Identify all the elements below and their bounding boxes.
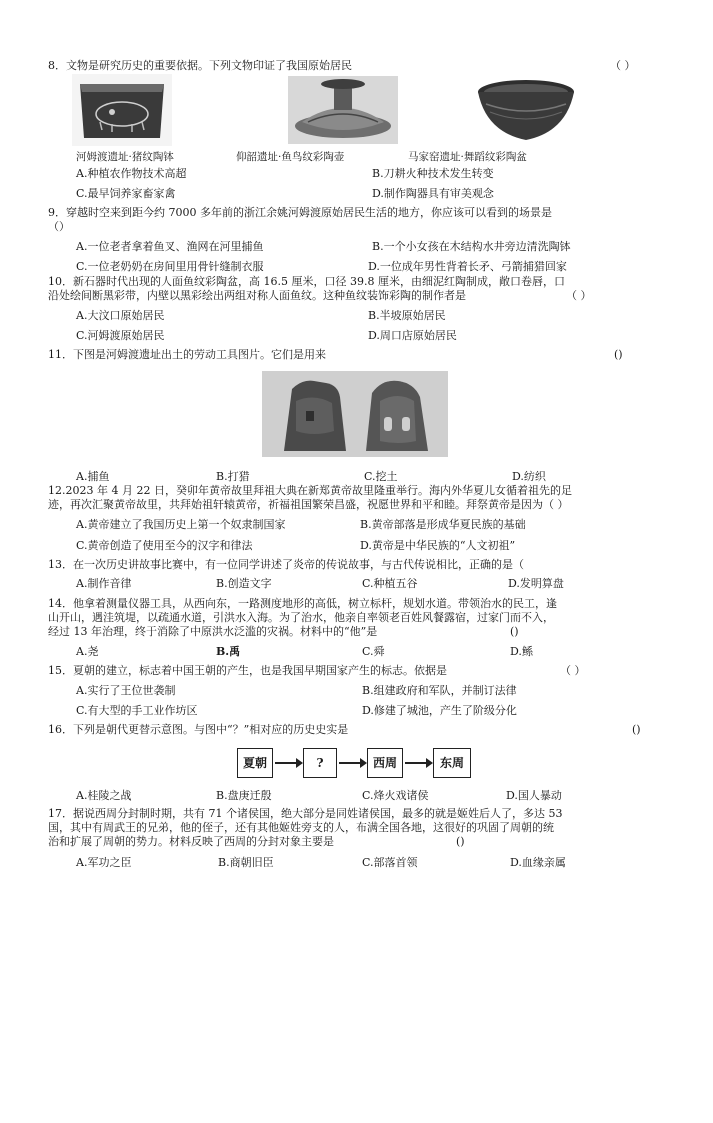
q17-option-c: C.部落首领 — [362, 856, 418, 869]
q15-option-c: C.有大型的手工业作坊区 — [76, 704, 198, 717]
q11-photo-bone-spades — [262, 371, 448, 457]
q16-option-c: C.烽火戏诸侯 — [362, 789, 429, 802]
q16-option-d: D.国人暴动 — [506, 789, 562, 802]
q8-caption-2: 仰韶遗址·鱼鸟纹彩陶壶 — [236, 151, 345, 163]
q12-stem-line-2: 迹，再次汇聚黄帝故里，共拜始祖轩辕黄帝，祈福祖国繁荣昌盛，祝愿世界和平和睦。拜祭黄帝是因为（ ） — [48, 498, 569, 511]
q9-option-d: D.一位成年男性背着长矛、弓箭捕猎回家 — [368, 260, 567, 273]
q17-stem-line-3: 治和扩展了周朝的势力。材料反映了西周的分封对象主要是 — [48, 835, 334, 848]
q11-stem: 11．下图是河姆渡遗址出土的劳动工具图片。它们是用来 — [48, 348, 326, 361]
q17-stem-line-2: 国，其中有周武王的兄弟，他的侄子，还有其他姬姓旁支的人，布满全国各地，这很好的巩固了周朝的统 — [48, 821, 554, 834]
flow-arrow-2 — [339, 762, 365, 764]
q9-answer-paren: （） — [48, 220, 70, 233]
flow-box-unknown: ? — [303, 748, 337, 778]
q12-option-d: D.黄帝是中华民族的“人文初祖” — [360, 539, 516, 552]
q9-stem: 9．穿越时空来到距今约 7000 多年前的浙江余姚河姆渡原始居民生活的地方，你应该可以看到的场景是 — [48, 206, 552, 219]
q14-stem-line-1: 14．他拿着测量仪器工具，从西向东，一路测度地形的高低，树立标杆，规划水道。带领治水的民工，逢 — [48, 597, 557, 610]
q11-option-d: D.纺织 — [512, 470, 546, 483]
q17-stem-line-1: 17．据说西周分封制时期，共有 71 个诸侯国，绝大部分是同姓诸侯国，最多的就是姬姓后人了，多达 53 — [48, 807, 563, 820]
q14-option-b: B.禹 — [216, 645, 241, 658]
q10-option-c: C.河姆渡原始居民 — [76, 329, 165, 342]
q8-stem: 8．文物是研究历史的重要依据。下列文物印证了我国原始居民 — [48, 59, 352, 72]
q15-option-b: B.组建政府和军队，并制订法律 — [362, 684, 517, 697]
q13-option-c: C.种植五谷 — [362, 577, 418, 590]
q8-caption-3: 马家窑遗址·舞蹈纹彩陶盆 — [408, 151, 527, 163]
q15-option-a: A.实行了王位世袭制 — [76, 684, 176, 697]
q8-photo-fish-bird-jar — [288, 76, 398, 144]
q13-stem: 13．在一次历史讲故事比赛中，有一位同学讲述了炎帝的传说故事，与古代传说相比，正确的是（ — [48, 558, 524, 571]
q8-photo-pig-bowl — [72, 74, 172, 146]
q8-photo-dance-basin — [476, 78, 576, 144]
q10-stem-line-2: 沿处绘间断黑彩带，内壁以黑彩绘出两组对称人面鱼纹。这种鱼纹装饰彩陶的制作者是 — [48, 289, 466, 302]
q16-option-b: B.盘庚迁殷 — [216, 789, 272, 802]
q10-answer-paren: （ ） — [566, 289, 592, 302]
q14-answer-paren: () — [510, 625, 519, 638]
flow-arrow-3 — [405, 762, 431, 764]
q9-option-c: C.一位老奶奶在房间里用骨针缝制衣服 — [76, 260, 264, 273]
q10-option-b: B.半坡原始居民 — [368, 309, 446, 322]
q15-option-d: D.修建了城池，产生了阶级分化 — [362, 704, 517, 717]
q10-option-d: D.周口店原始居民 — [368, 329, 457, 342]
q11-option-a: A.捕鱼 — [76, 470, 110, 483]
q15-stem: 15．夏朝的建立，标志着中国王朝的产生，也是我国早期国家产生的标志。依据是 — [48, 664, 447, 677]
q13-option-d: D.发明算盘 — [508, 577, 564, 590]
q8-option-c: C.最早饲养家畜家禽 — [76, 187, 176, 200]
q14-stem-line-2: 山开山，遇洼筑堤，以疏通水道，引洪水入海。为了治水，他亲自率领老百姓风餐露宿，过家门而不入， — [48, 611, 554, 624]
q8-option-a: A.种植农作物技术高超 — [76, 167, 187, 180]
q12-option-c: C.黄帝创造了使用至今的汉字和律法 — [76, 539, 253, 552]
q11-answer-paren: () — [614, 348, 623, 361]
q13-option-b: B.创造文字 — [216, 577, 272, 590]
q12-option-b: B.黄帝部落是形成华夏民族的基础 — [360, 518, 526, 531]
q17-option-a: A.军功之臣 — [76, 856, 132, 869]
q15-answer-paren: （ ） — [560, 664, 586, 677]
q9-option-a: A.一位老者拿着鱼叉、渔网在河里捕鱼 — [76, 240, 264, 253]
q14-option-c: C.舜 — [362, 645, 385, 658]
q8-option-b: B.刀耕火种技术发生转变 — [372, 167, 494, 180]
flow-arrow-1 — [275, 762, 301, 764]
flow-box-western-zhou: 西周 — [367, 748, 403, 778]
q8-caption-1: 河姆渡遗址·猪纹陶钵 — [76, 151, 174, 163]
q16-answer-paren: () — [632, 723, 641, 736]
flow-box-xia: 夏朝 — [237, 748, 273, 778]
q17-option-d: D.血缘亲属 — [510, 856, 566, 869]
q16-option-a: A.桂陵之战 — [76, 789, 132, 802]
q8-answer-paren: （ ） — [610, 59, 636, 72]
q16-dynasty-flow-diagram — [237, 748, 477, 780]
q11-option-c: C.挖土 — [364, 470, 398, 483]
q17-answer-paren: () — [456, 835, 465, 848]
q8-option-d: D.制作陶器具有审美观念 — [372, 187, 494, 200]
q12-option-a: A.黄帝建立了我国历史上第一个奴隶制国家 — [76, 518, 286, 531]
q11-option-b: B.打猎 — [216, 470, 250, 483]
q10-option-a: A.大汶口原始居民 — [76, 309, 165, 322]
q16-stem: 16．下列是朝代更替示意图。与图中“？”相对应的历史史实是 — [48, 723, 349, 736]
q14-option-d: D.鲧 — [510, 645, 533, 658]
q14-stem-line-3: 经过 13 年治理，终于消除了中原洪水泛滥的灾祸。材料中的“他”是 — [48, 625, 378, 638]
q9-option-b: B.一个小女孩在木结构水井旁边清洗陶钵 — [372, 240, 571, 253]
q10-stem-line-1: 10．新石器时代出现的人面鱼纹彩陶盆，高 16.5 厘米，口径 39.8 厘米，由细泥红陶制成，敞口卷唇，口 — [48, 275, 565, 288]
q13-option-a: A.制作音律 — [76, 577, 132, 590]
q12-stem-line-1: 12.2023 年 4 月 22 日，癸卯年黄帝故里拜祖大典在新郑黄帝故里隆重举行。海内外华夏儿女循着祖先的足 — [48, 484, 572, 497]
q17-option-b: B.商朝旧臣 — [218, 856, 274, 869]
flow-box-eastern-zhou: 东周 — [433, 748, 471, 778]
q14-option-a: A.尧 — [76, 645, 99, 658]
